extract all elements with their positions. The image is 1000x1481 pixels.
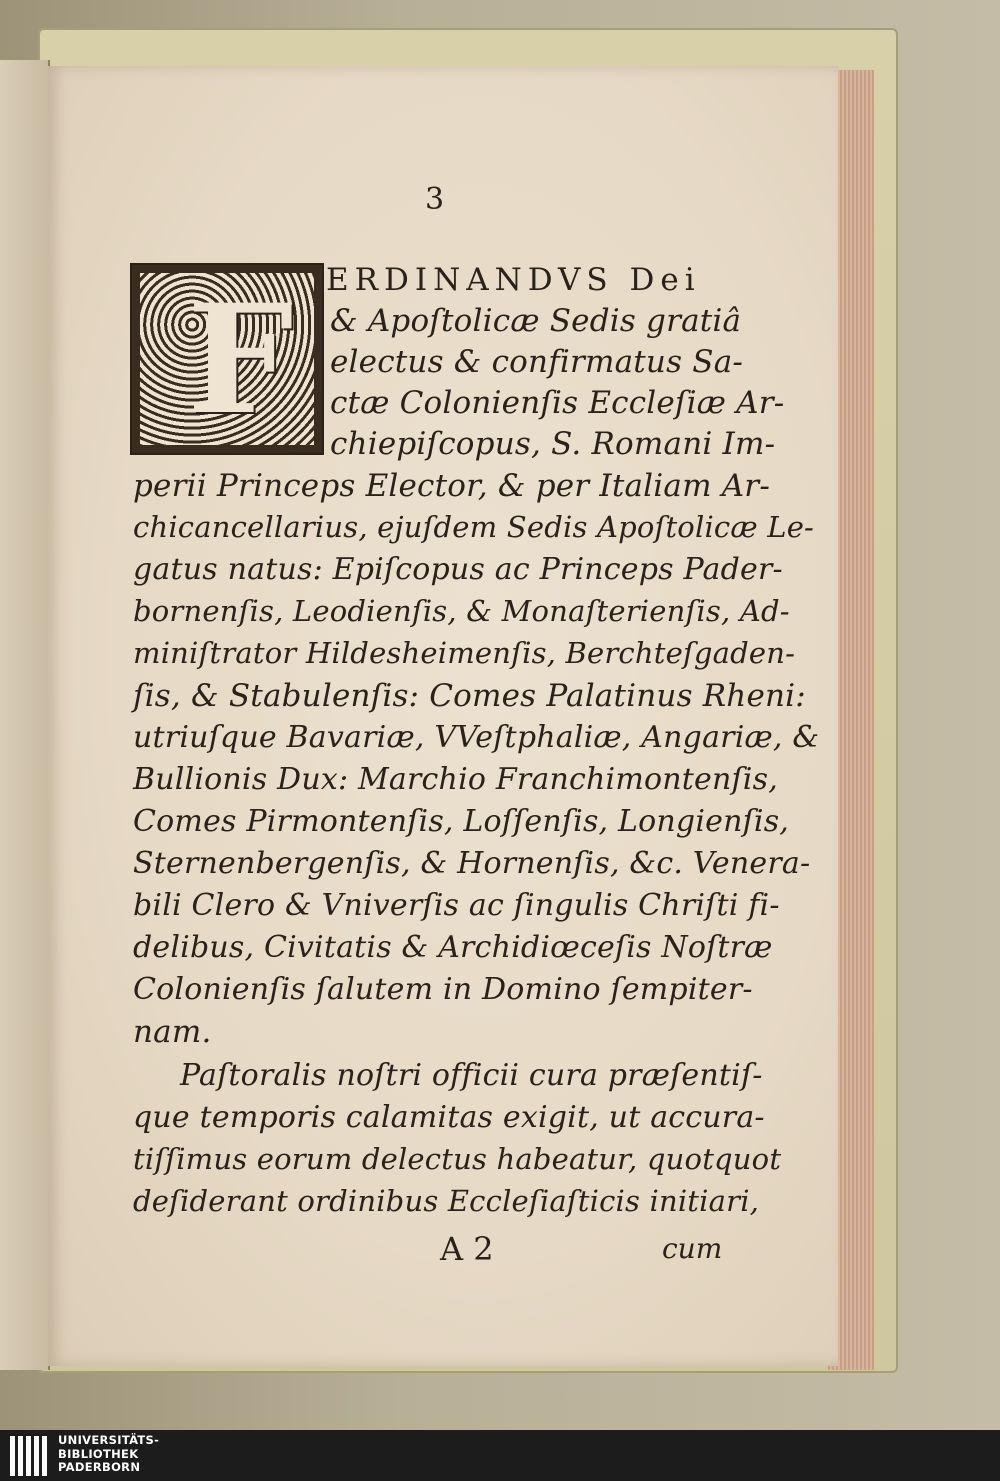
- text-line-17: delibus, Civitatis & Archidiœceſis Noſtræ: [133, 930, 773, 965]
- library-name-line-3: PADERBORN: [58, 1460, 141, 1474]
- text-line-21: que temporis calamitas exigit, ut accura-: [133, 1100, 765, 1135]
- initial-letter: F: [187, 272, 294, 448]
- library-logo-icon: [10, 1436, 48, 1476]
- text-line-12: utriuſque Bavariæ, VVeſtphaliæ, Angariæ, &: [133, 720, 820, 755]
- text-line-19: nam.: [133, 1014, 212, 1050]
- text-line-5: chiepiſcopus, S. Romani Im-: [330, 426, 776, 462]
- text-line-9: bornenſis, Leodienſis, & Monaſterienſis, Ad-: [133, 594, 790, 628]
- catchword: cum: [662, 1232, 723, 1265]
- text-line-10: miniſtrator Hildesheimenſis, Berchteſgaden-: [133, 636, 796, 670]
- signature-mark: A 2: [440, 1230, 494, 1268]
- text-line-8: gatus natus: Epiſcopus ac Princeps Pader-: [133, 552, 783, 587]
- text-line-4: ctæ Colonienſis Eccleſiæ Ar-: [330, 385, 785, 421]
- library-name-line-1: UNIVERSITÄTS-: [58, 1433, 160, 1447]
- text-line-16: bili Clero & Vniverſis ac ſingulis Chriſti fi-: [133, 888, 780, 923]
- library-name-line-2: BIBLIOTHEK: [58, 1446, 139, 1461]
- text-line-2: & Apoſtolicæ Sedis gratiâ: [330, 303, 742, 339]
- text-line-20: Paſtoralis noſtri officii cura præſentiſ-: [180, 1058, 763, 1093]
- text-line-22: tiſſimus eorum delectus habeatur, quotquot: [133, 1142, 782, 1176]
- library-name: [58, 1434, 159, 1475]
- text-line-23: deſiderant ordinibus Eccleſiaſticis initiari,: [133, 1184, 760, 1218]
- text-line-3: electus & confirmatus Sa-: [330, 344, 744, 380]
- text-line-6: perii Princeps Elector, & per Italiam Ar-: [133, 468, 770, 504]
- text-line-15: Sternenbergenſis, & Hornenſis, &c. Venera-: [133, 846, 811, 881]
- left-page-edge: [0, 60, 50, 1370]
- text-line-18: Colonienſis ſalutem in Domino ſempiter-: [133, 972, 753, 1007]
- text-line-14: Comes Pirmontenſis, Loſſenſis, Longienſis,: [133, 804, 790, 839]
- text-line-13: Bullionis Dux: Marchio Franchimontenſis,: [133, 762, 778, 797]
- text-line-1: ERDINANDVS Dei: [326, 262, 701, 298]
- page-number: 3: [425, 182, 445, 217]
- decorated-initial: [130, 263, 324, 455]
- text-line-11: ſis, & Stabulenſis: Comes Palatinus Rheni:: [133, 678, 806, 714]
- text-line-7: chicancellarius, ejuſdem Sedis Apoſtolicæ Le-: [133, 510, 815, 544]
